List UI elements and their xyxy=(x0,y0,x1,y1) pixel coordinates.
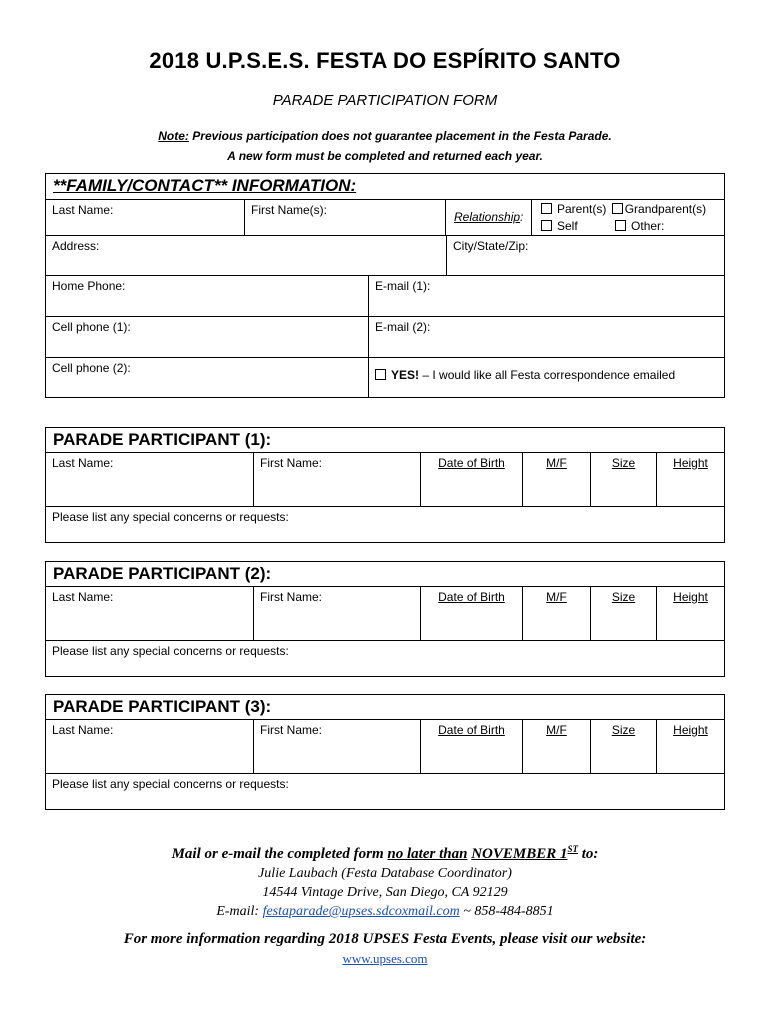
participant-3-size-field[interactable] xyxy=(590,719,657,774)
note-line-2: A new form must be completed and returned each year. xyxy=(227,149,543,163)
mail-instruction: Mail or e-mail the completed form no later than NOVEMBER 1ST to: xyxy=(171,844,599,862)
footer xyxy=(0,840,770,969)
family-heading-text: **FAMILY/CONTACT** INFORMATION: xyxy=(53,176,357,195)
participant-last-name-label: Last Name: xyxy=(52,456,114,470)
self-label: Self xyxy=(557,219,578,233)
email-1-label: E-mail (1): xyxy=(375,279,431,293)
participant-first-name-label: First Name: xyxy=(260,456,323,470)
participant-first-name-label: First Name: xyxy=(260,590,323,604)
participant-last-name-label: Last Name: xyxy=(52,590,114,604)
cell-phone-1-field[interactable] xyxy=(45,316,369,358)
participant-1-last-name-field[interactable] xyxy=(45,452,254,507)
participant-size-label: Size xyxy=(611,723,636,737)
participant-height-label: Height xyxy=(673,723,708,737)
city-state-zip-label: City/State/Zip: xyxy=(453,239,529,253)
participant-2-first-name-field[interactable] xyxy=(253,586,421,641)
participant-height-label: Height xyxy=(673,590,708,604)
email-optin-field xyxy=(368,357,725,398)
self-checkbox[interactable] xyxy=(541,220,552,231)
family-last-name-field[interactable] xyxy=(45,199,245,236)
participant-concerns-label: Please list any special concerns or requests: xyxy=(52,644,289,658)
cell-phone-1-label: Cell phone (1): xyxy=(52,320,131,334)
participant-mf-label: M/F xyxy=(546,723,567,737)
participant-1-size-field[interactable] xyxy=(590,452,657,507)
participant-height-label: Height xyxy=(673,456,708,470)
participant-2-last-name-field[interactable] xyxy=(45,586,254,641)
participant-3-mf-field[interactable] xyxy=(522,719,591,774)
family-last-name-label: Last Name: xyxy=(52,203,114,217)
participant-3-height-field[interactable] xyxy=(656,719,725,774)
email-optin-checkbox[interactable] xyxy=(375,369,386,380)
email-optin-text: – I would like all Festa correspondence emailed xyxy=(419,368,676,382)
participant-1-first-name-field[interactable] xyxy=(253,452,421,507)
relationship-options xyxy=(531,200,532,235)
email-2-field[interactable] xyxy=(368,316,725,358)
email-1-field[interactable] xyxy=(368,275,725,317)
home-phone-label: Home Phone: xyxy=(52,279,126,293)
note-label: Note: xyxy=(158,129,189,143)
grandparent-checkbox[interactable] xyxy=(612,203,623,214)
website-link[interactable]: www.upses.com xyxy=(342,951,428,966)
participant-size-label: Size xyxy=(611,590,636,604)
participant-3-concerns-field[interactable] xyxy=(45,773,725,810)
participant-2-dob-field[interactable] xyxy=(420,586,523,641)
grandparent-label: Grandparent(s) xyxy=(624,202,707,216)
participant-last-name-label: Last Name: xyxy=(52,723,114,737)
participant-dob-label: Date of Birth xyxy=(438,723,505,737)
home-phone-field[interactable] xyxy=(45,275,369,317)
more-info: For more information regarding 2018 UPSES Festa Events, please visit our website: xyxy=(123,931,647,947)
contact-address: 14544 Vintage Drive, San Diego, CA 92129 xyxy=(262,885,508,900)
contact-email-link[interactable]: festaparade@upses.sdcoxmail.com xyxy=(262,904,460,919)
form-title: 2018 U.P.S.E.S. FESTA DO ESPÍRITO SANTO xyxy=(149,48,621,73)
participant-heading: PARADE PARTICIPANT (2): xyxy=(53,564,272,583)
contact-name: Julie Laubach (Festa Database Coordinator) xyxy=(258,866,512,881)
relationship-field xyxy=(445,199,725,236)
participant-concerns-label: Please list any special concerns or requests: xyxy=(52,777,289,791)
other-label: Other: xyxy=(631,219,665,233)
participant-first-name-label: First Name: xyxy=(260,723,323,737)
cell-phone-2-field[interactable] xyxy=(45,357,369,398)
participant-2-mf-field[interactable] xyxy=(522,586,591,641)
participant-2-concerns-field[interactable] xyxy=(45,640,725,677)
participant-1-dob-field[interactable] xyxy=(420,452,523,507)
participant-1-concerns-field[interactable] xyxy=(45,506,725,543)
other-checkbox[interactable] xyxy=(615,220,626,231)
participant-size-label: Size xyxy=(611,456,636,470)
relationship-label: Relationship: xyxy=(454,210,524,224)
participant-1-height-field[interactable] xyxy=(656,452,725,507)
participant-heading: PARADE PARTICIPANT (3): xyxy=(53,697,272,716)
cell-phone-2-label: Cell phone (2): xyxy=(52,361,131,375)
family-first-names-label: First Name(s): xyxy=(251,203,327,217)
family-heading xyxy=(53,176,356,196)
participant-heading: PARADE PARTICIPANT (1): xyxy=(53,430,272,449)
relationship-row-1 xyxy=(541,202,706,216)
participant-mf-label: M/F xyxy=(546,590,567,604)
participant-2-size-field[interactable] xyxy=(590,586,657,641)
participant-1-mf-field[interactable] xyxy=(522,452,591,507)
parent-label: Parent(s) xyxy=(557,202,607,216)
participant-3-dob-field[interactable] xyxy=(420,719,523,774)
participant-mf-label: M/F xyxy=(546,456,567,470)
participant-3-last-name-field[interactable] xyxy=(45,719,254,774)
email-2-label: E-mail (2): xyxy=(375,320,431,334)
relationship-row-2 xyxy=(541,219,664,233)
participant-dob-label: Date of Birth xyxy=(438,456,505,470)
city-state-zip-field[interactable] xyxy=(446,235,725,276)
parent-checkbox[interactable] xyxy=(541,203,552,214)
family-first-names-field[interactable] xyxy=(244,199,446,236)
form-subtitle: PARADE PARTICIPATION FORM xyxy=(272,92,498,109)
note xyxy=(0,126,770,166)
contact-email-line: E-mail: festaparade@upses.sdcoxmail.com ~ 858-484-8851 xyxy=(216,904,554,919)
note-line-1: Previous participation does not guarantee placement in the Festa Parade. xyxy=(188,129,612,143)
participant-concerns-label: Please list any special concerns or requests: xyxy=(52,510,289,524)
address-label: Address: xyxy=(52,239,100,253)
participant-2-height-field[interactable] xyxy=(656,586,725,641)
address-field[interactable] xyxy=(45,235,447,276)
participant-3-first-name-field[interactable] xyxy=(253,719,421,774)
participant-dob-label: Date of Birth xyxy=(438,590,505,604)
email-optin-yes: YES! xyxy=(391,368,420,382)
